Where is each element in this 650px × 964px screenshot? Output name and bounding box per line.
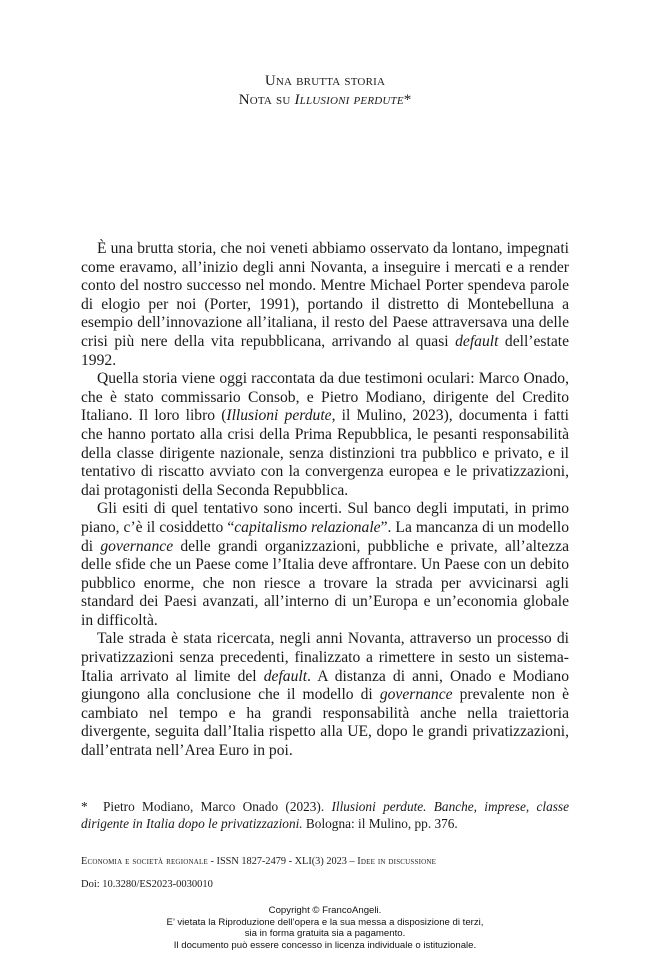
subtitle-book-title: Illusioni perdute: [294, 92, 404, 108]
text-span: Gli esiti di quel tentativo sono incerti. Sul banco degli imputati, in primo piano, c’è il cosiddetto “: [81, 500, 569, 536]
copyright-notice: [0, 905, 650, 952]
footnote-text: [81, 798, 569, 832]
paragraph-1: [81, 240, 569, 370]
doi: Doi: 10.3280/ES2023-0030010: [81, 879, 213, 890]
italic-span: capitalismo relazionale: [234, 518, 381, 536]
italic-span: Illusioni perdute: [226, 407, 332, 425]
paragraph-2: [81, 370, 569, 500]
italic-span: governance: [100, 537, 174, 555]
subtitle-prefix: Nota su: [238, 92, 295, 108]
journal-section: Idee in discussione: [357, 856, 437, 867]
text-span: È una brutta storia, che noi veneti abbiamo osservato da lontano, impegnati come eravamo, all’inizio degli anni Novanta, a inseguire i mercati e a render conto del nostro successo nel mondo. Mentre Michael Porter spendeva parole di elogio per noi (Porter, 1991), portando il distretto di Montebelluna a esempio dell’innovazione all’italiana, il resto del Paese attraversava una delle crisi più nere della vita repubblicana, arrivando al quasi: [81, 240, 569, 350]
text-span: Quella storia viene oggi raccontata da due testimoni oculari: Marco Onado, che è stato commissario Consob, e Pietro Modiano, dirigente del Credito Italiano. Il loro libro (: [81, 370, 569, 425]
text-span: prevalente non è cambiato nel tempo e ha grandi responsabilità anche nella traiettoria divergente, seguita dall’Italia rispetto alla UE, dopo le grandi privatizzazioni, dall’entrata nell’Area Euro in poi.: [81, 686, 569, 760]
footnote-mark: *: [81, 799, 88, 814]
article-body: [81, 240, 569, 761]
italic-span: default: [263, 667, 308, 685]
text-span: dell’estate 1992.: [81, 332, 569, 369]
italic-span: default: [455, 332, 499, 350]
text-span: Bologna: il Mulino, pp. 376.: [302, 816, 458, 831]
paragraph-4: [81, 630, 569, 760]
article-title: [0, 72, 650, 110]
title-main: Una brutta storia: [264, 73, 386, 89]
copyright-line-1: Copyright © FrancoAngeli.: [268, 905, 382, 916]
journal-issn: - ISSN 1827-2479 - XLI(3) 2023 –: [207, 856, 358, 867]
text-span: delle grandi organizzazioni, pubbliche e private, all’altezza delle sfide che un Paese come l’Italia deve affrontare. Un Paese con un debito pubblico enorme, che non riesce a trovare la strada per avvicinarsi agli standard dei Paesi avanzati, all’interno di un’Europa e un’economia globale in difficoltà.: [81, 537, 570, 629]
paragraph-3: [81, 500, 569, 630]
copyright-line-4: Il documento può essere concesso in licenza individuale o istituzionale.: [173, 940, 477, 952]
journal-info: [81, 855, 436, 868]
italic-span: Illusioni perdute. Banche, imprese, classe dirigente in Italia dopo le privatizzazioni.: [81, 799, 569, 831]
text-span: Pietro Modiano, Marco Onado (2023).: [103, 799, 332, 814]
copyright-line-2: E’ vietata la Riproduzione dell’opera e la sua messa a disposizione di terzi,: [166, 916, 484, 928]
text-span: . A distanza di anni, Onado e Modiano giungono alla conclusione che il modello di: [81, 667, 569, 704]
footnote: [81, 798, 569, 832]
text-span: , il Mulino, 2023), documenta i fatti che hanno portato alla crisi della Prima Repubblica, le pesanti responsabilità della classe dirigente nazionale, senza distinzioni tra pubblico e privato, e il tentativo di riscatto avviato con la convergenza europea e le privatizzazioni, dai protagonisti della Seconda Repubblica.: [81, 407, 569, 499]
text-span: Tale strada è stata ricercata, negli anni Novanta, attraverso un processo di privatizzazioni senza precedenti, finalizzato a rimettere in sesto un sistema-Italia arrivato al limite del: [81, 630, 569, 685]
text-span: ”. La mancanza di un modello di: [81, 518, 570, 555]
title-subtitle: [0, 91, 650, 110]
journal-name: Economia e società regionale: [81, 856, 208, 867]
italic-span: governance: [379, 686, 453, 704]
footnote-marker: *: [403, 92, 412, 108]
copyright-line-3: sia in forma gratuita sia a pagamento.: [244, 928, 406, 940]
